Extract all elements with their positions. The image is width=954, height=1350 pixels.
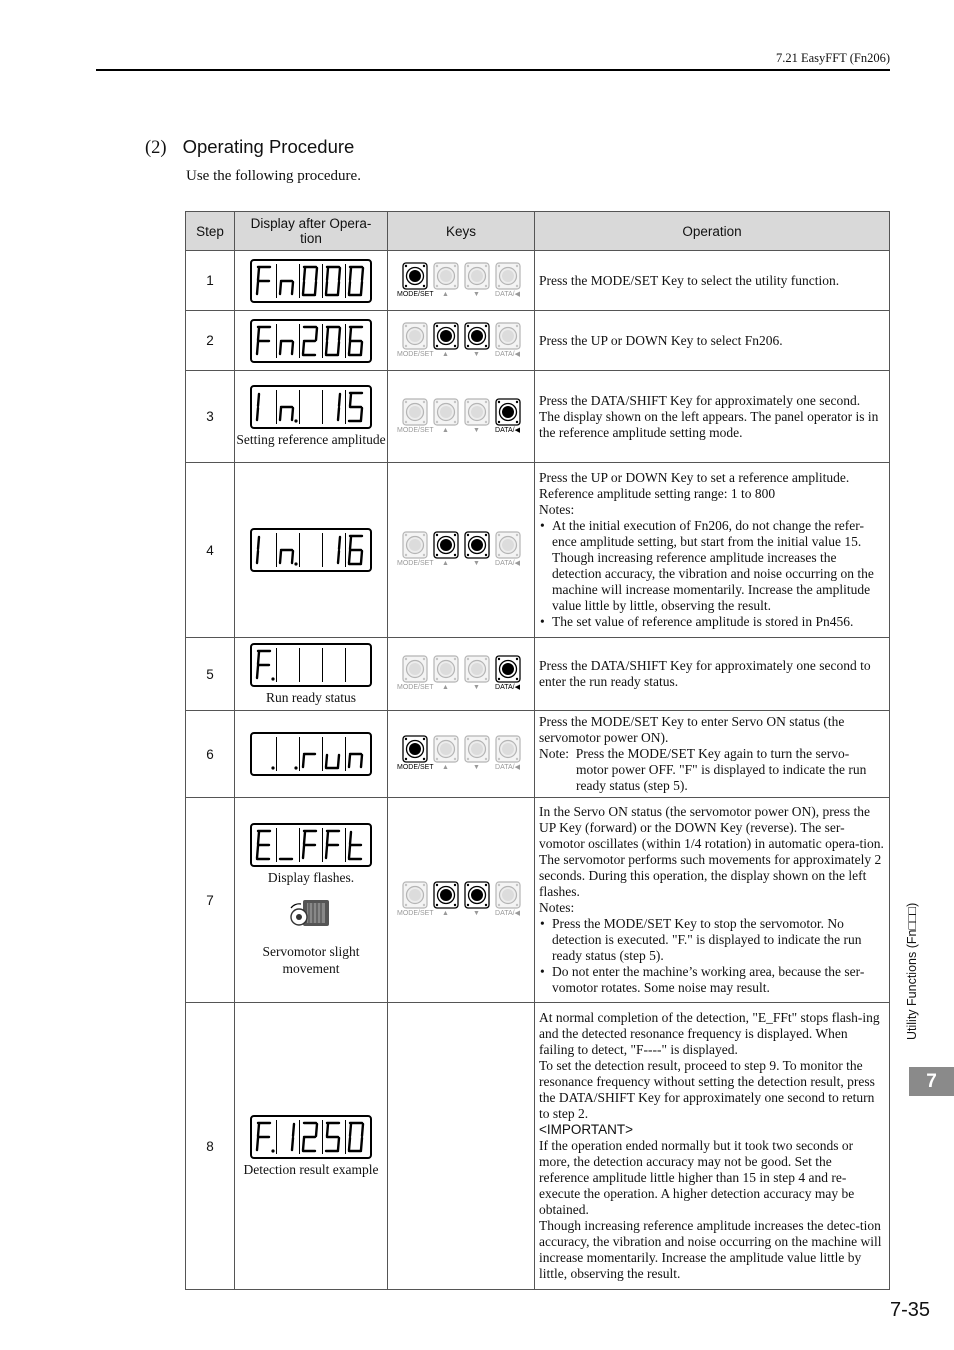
display-caption: Display flashes. (267, 870, 355, 885)
display-digit (322, 324, 345, 358)
mode-key-label: MODE/SET (397, 290, 434, 298)
display-digit (254, 533, 276, 567)
servomotor-icon (289, 896, 333, 932)
data-key-label: DATA/◀ (495, 426, 520, 434)
display-cell (235, 371, 388, 463)
operation-cell (535, 798, 890, 1003)
down-key-label: ▼ (473, 350, 480, 358)
data-key-button[interactable] (494, 531, 521, 569)
list-item: • The set value of reference amplitude is stored in Pn456. (552, 614, 884, 630)
col-header-operation: Operation (535, 212, 890, 251)
running-header: 7.21 EasyFFT (Fn206) (775, 51, 890, 65)
mode-key-button[interactable] (397, 881, 434, 919)
operation-text: Though increasing reference amplitude increases the detec-tion accuracy, the vibration and noise occurring on the machine will increase momentarily. Increase the amplitude value little by little, observing the result. (539, 1218, 882, 1281)
display-digit (345, 264, 368, 298)
seven-segment-display (250, 643, 372, 687)
operation-text: Press the MODE/SET Key to select the utility function. (539, 272, 840, 288)
display-digit (254, 828, 276, 862)
display-digit (254, 324, 276, 358)
mode-key-label: MODE/SET (397, 764, 434, 771)
data-key-button[interactable] (494, 735, 521, 773)
display-digit (254, 737, 276, 771)
operation-text: Press the UP or DOWN Key to select Fn206. (539, 332, 783, 348)
operation-cell (535, 251, 890, 311)
up-key-label: ▲ (442, 290, 449, 298)
seven-segment-display (250, 1115, 372, 1159)
display-digit (345, 737, 368, 771)
table-row (186, 251, 890, 311)
down-key-label: ▼ (473, 426, 480, 434)
step-number: 6 (186, 711, 235, 798)
display-digit (299, 533, 322, 567)
display-digit (345, 533, 368, 567)
step-number: 3 (186, 371, 235, 463)
data-key-label: DATA/◀ (495, 560, 520, 567)
table-row (186, 711, 890, 798)
display-digit (276, 324, 299, 358)
display-digit (322, 737, 345, 771)
operation-cell (535, 311, 890, 371)
seven-segment-display (250, 528, 372, 572)
display-digit (299, 737, 322, 771)
down-key-label: ▼ (473, 764, 480, 771)
display-cell (235, 1003, 388, 1290)
display-digit (276, 828, 299, 862)
data-key-label: DATA/◀ (495, 290, 520, 298)
table-row (186, 798, 890, 1003)
keys-cell (388, 463, 535, 638)
seven-segment-display (250, 732, 372, 776)
display-digit (345, 828, 368, 862)
operating-procedure-table (185, 211, 890, 1290)
up-key-label: ▲ (442, 684, 449, 691)
up-key-button[interactable] (432, 531, 459, 569)
table-row (186, 371, 890, 463)
data-key-button[interactable] (494, 398, 521, 436)
mode-key-label: MODE/SET (397, 350, 434, 358)
display-digit (299, 828, 322, 862)
down-key-button[interactable] (463, 531, 490, 569)
seven-segment-display (250, 259, 372, 303)
down-key-button[interactable] (463, 398, 490, 436)
down-key-label: ▼ (473, 910, 480, 917)
operation-text: To set the detection result, proceed to step 9. To monitor the resonance frequency without setting the detection result, press the DATA/SHIFT Key for approximately one second to return to step 2. (539, 1058, 875, 1121)
keys-cell (388, 371, 535, 463)
up-key-button[interactable] (432, 322, 459, 360)
mode-key-button[interactable] (397, 531, 434, 569)
display-cell (235, 711, 388, 798)
operation-note: Note: Press the MODE/SET Key again to turn the servo- (539, 746, 850, 761)
display-digit (345, 648, 368, 682)
display-digit (276, 533, 299, 567)
operation-bullets (539, 518, 884, 630)
data-key-button[interactable] (494, 881, 521, 919)
keys-cell (388, 1003, 535, 1290)
display-digit (299, 648, 322, 682)
display-digit (254, 1120, 276, 1154)
section-intro: Use the following procedure. (186, 168, 361, 184)
data-key-button[interactable] (494, 262, 521, 300)
down-key-label: ▼ (473, 560, 480, 567)
keys-cell (388, 638, 535, 711)
mode-key-label: MODE/SET (397, 684, 434, 691)
operation-text: If the operation ended normally but it took two seconds or more, the detection accuracy may not be good. Set the reference amplitude little higher than 15 in step 4 and re-execute the operation. A higher detection accuracy may be obtained. (539, 1138, 855, 1217)
operation-text: Press the UP or DOWN Key to set a reference amplitude. (539, 470, 850, 485)
up-key-label: ▲ (442, 560, 449, 567)
down-key-button[interactable] (463, 655, 490, 693)
operation-text: Reference amplitude setting range: 1 to 800 (539, 486, 776, 501)
chapter-tab: 7 (909, 1067, 954, 1096)
seven-segment-display (250, 823, 372, 867)
display-digit (276, 648, 299, 682)
up-key-button[interactable] (432, 262, 459, 300)
data-key-label: DATA/◀ (495, 910, 520, 917)
operation-text: At normal completion of the detection, "E_FFt" stops flash-ing and the detected resonance frequency is displayed. When failing to detect, "F----" is displayed. (539, 1010, 880, 1057)
display-caption: Run ready status (266, 689, 356, 705)
mode-key-button[interactable] (397, 655, 434, 693)
mode-key-label: MODE/SET (397, 426, 434, 434)
keys-cell (388, 798, 535, 1003)
operation-text: Press the MODE/SET Key to enter Servo ON status (the servomotor power ON). (539, 714, 845, 745)
display-digit (322, 533, 345, 567)
operation-cell (535, 463, 890, 638)
operation-text: In the Servo ON status (the servomotor power ON), press the UP Key (forward) or the DOWN Key (reverse). The ser-vomotor oscillates (within 1/4 rotation) in automatic opera-tion. The servomotor performs such movements for approximately 2 seconds. During this operation, the display shown on the left flashes. (539, 804, 884, 899)
display-digit (345, 1120, 368, 1154)
seven-segment-display (250, 385, 372, 429)
display-digit (254, 390, 276, 424)
col-header-display: Display after Opera- tion (235, 212, 388, 251)
up-key-button[interactable] (432, 398, 459, 436)
side-chapter-label: Utility Functions (Fn□□□) (905, 902, 919, 1040)
keys-cell (388, 311, 535, 371)
data-key-label: DATA/◀ (495, 764, 520, 771)
up-key-button[interactable] (432, 655, 459, 693)
data-key-button[interactable] (494, 655, 521, 693)
header-rule (96, 69, 890, 71)
operation-text: Press the DATA/SHIFT Key for approximately one second to enter the run ready status. (539, 658, 871, 689)
display-digit (345, 324, 368, 358)
display-cell (235, 311, 388, 371)
display-cell (235, 251, 388, 311)
display-digit (276, 1120, 299, 1154)
down-key-button[interactable] (463, 881, 490, 919)
mode-key-button[interactable] (397, 322, 434, 360)
data-key-label: DATA/◀ (495, 684, 520, 691)
table-row (186, 463, 890, 638)
mode-key-button[interactable] (397, 735, 434, 773)
display-cell (235, 638, 388, 711)
display-digit (254, 648, 276, 682)
list-item: • Press the MODE/SET Key to stop the servomotor. No detection is executed. "F." is displayed to indicate the run ready status (step 5). (552, 916, 884, 964)
operation-cell (535, 638, 890, 711)
table-header-row (186, 212, 890, 251)
display-digit (322, 648, 345, 682)
display-digit (322, 390, 345, 424)
table-row (186, 311, 890, 371)
step-number: 4 (186, 463, 235, 638)
up-key-label: ▲ (442, 426, 449, 434)
display-digit (299, 1120, 322, 1154)
operation-cell (535, 711, 890, 798)
display-caption-motor: Servomotor slight movement (262, 944, 360, 976)
keys-cell (388, 251, 535, 311)
table-row (186, 638, 890, 711)
display-cell (235, 798, 388, 1003)
mode-key-button[interactable] (397, 398, 434, 436)
down-key-label: ▼ (473, 684, 480, 691)
operation-bullets (539, 916, 884, 996)
down-key-label: ▼ (473, 290, 480, 298)
col-header-step: Step (186, 212, 235, 251)
display-digit (322, 1120, 345, 1154)
mode-key-button[interactable] (397, 262, 434, 300)
display-digit (254, 264, 276, 298)
list-item: • At the initial execution of Fn206, do not change the refer-ence amplitude setting, but start from the initial value 15. Though increasing reference amplitude increases the detection accuracy, the vibration and noise occurring on the machine will increase momentarily. Increase the amplitude value little by little, observing the result. (552, 518, 884, 614)
display-digit (299, 390, 322, 424)
step-number: 7 (186, 798, 235, 1003)
operation-cell (535, 1003, 890, 1290)
display-caption: Detection result example (243, 1161, 379, 1177)
col-header-keys: Keys (388, 212, 535, 251)
data-key-label: DATA/◀ (495, 350, 520, 358)
operation-note-cont: motor power OFF. "F" is displayed to indicate the run ready status (step 5). (576, 762, 867, 793)
operation-text: Notes: (539, 502, 575, 517)
down-key-button[interactable] (463, 322, 490, 360)
table-row (186, 1003, 890, 1290)
up-key-label: ▲ (442, 910, 449, 917)
display-digit (276, 264, 299, 298)
step-number: 8 (186, 1003, 235, 1290)
display-digit (322, 828, 345, 862)
down-key-button[interactable] (463, 262, 490, 300)
display-digit (276, 737, 299, 771)
step-number: 1 (186, 251, 235, 311)
display-digit (299, 264, 322, 298)
operation-cell (535, 371, 890, 463)
up-key-button[interactable] (432, 881, 459, 919)
display-digit (345, 390, 368, 424)
seven-segment-display (250, 319, 372, 363)
list-item: • Do not enter the machine’s working area, because the ser-vomotor rotates. Some noise may result. (552, 964, 884, 996)
display-digit (322, 264, 345, 298)
section-title: (2) Operating Procedure (145, 136, 355, 158)
up-key-button[interactable] (432, 735, 459, 773)
operation-text: Notes: (539, 900, 575, 915)
page-number: 7-35 (889, 1299, 930, 1321)
display-cell (235, 463, 388, 638)
display-digit (299, 324, 322, 358)
data-key-button[interactable] (494, 322, 521, 360)
step-number: 2 (186, 311, 235, 371)
display-caption: Setting reference amplitude (236, 432, 386, 447)
down-key-button[interactable] (463, 735, 490, 773)
mode-key-label: MODE/SET (397, 560, 434, 567)
mode-key-label: MODE/SET (397, 910, 434, 917)
step-number: 5 (186, 638, 235, 711)
operation-text: Press the DATA/SHIFT Key for approximately one second. The display shown on the left appears. The panel operator is in the reference amplitude setting mode. (539, 392, 879, 440)
keys-cell (388, 711, 535, 798)
up-key-label: ▲ (442, 350, 449, 358)
display-digit (276, 390, 299, 424)
up-key-label: ▲ (442, 764, 449, 771)
important-label: <IMPORTANT> (539, 1122, 634, 1137)
